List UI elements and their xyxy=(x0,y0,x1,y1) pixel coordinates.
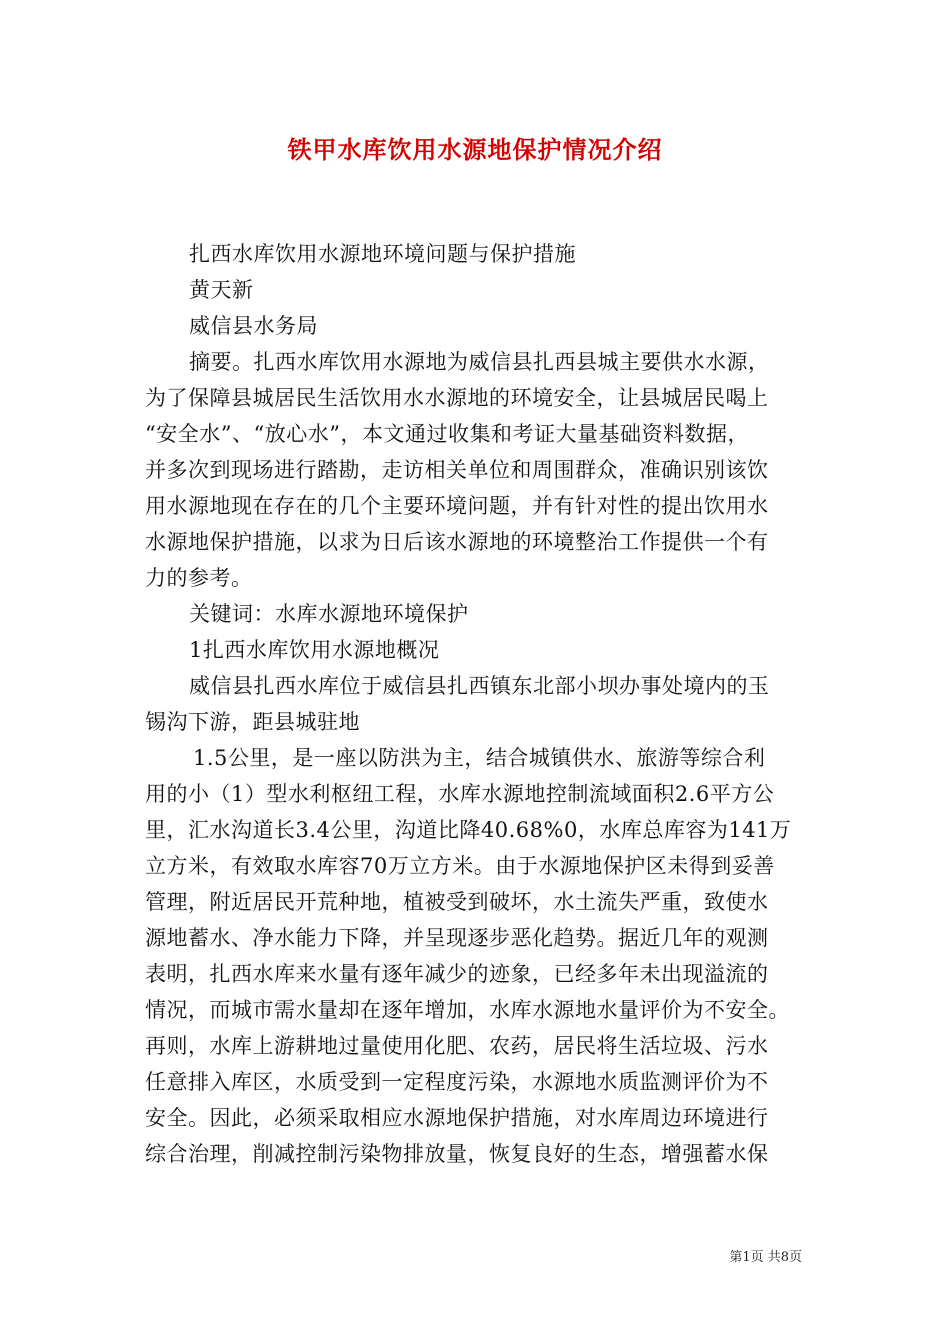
paragraph-line: 源地蓄水、净水能力下降，并呈现逐步恶化趋势。据近几年的观测 xyxy=(145,926,769,950)
paragraph-line: 情况，而城市需水量却在逐年增加，水库水源地水量评价为不安全。 xyxy=(145,998,790,1022)
paragraph-line: 里，汇水沟道长3.4公里，沟道比降40.68%0，水库总库容为141万 xyxy=(145,818,792,842)
abstract-line: 水源地保护措施，以求为日后该水源地的环境整治工作提供一个有 xyxy=(145,530,769,554)
document-title: 铁甲水库饮用水源地保护情况介绍 xyxy=(287,135,663,164)
section-heading: 1扎西水库饮用水源地概况 xyxy=(189,638,440,662)
paragraph-line: 安全。因此，必须采取相应水源地保护措施，对水库周边环境进行 xyxy=(145,1106,769,1130)
paragraph-line: 1.5公里，是一座以防洪为主，结合城镇供水、旅游等综合利 xyxy=(193,746,766,770)
page-number: 第1页 共8页 xyxy=(729,1250,802,1265)
abstract-line: 力的参考。 xyxy=(145,566,253,590)
abstract-line: 摘要。扎西水库饮用水源地为威信县扎西县城主要供水水源， xyxy=(189,350,770,374)
abstract-line: 为了保障县城居民生活饮用水水源地的环境安全，让县城居民喝上 xyxy=(145,386,769,410)
paragraph-line: 用的小（1）型水利枢纽工程，水库水源地控制流域面积2.6平方公 xyxy=(145,782,775,806)
paragraph-line: 扎西水库饮用水源地环境问题与保护措施 xyxy=(189,242,576,266)
document-body xyxy=(145,236,815,1172)
abstract-line: 并多次到现场进行踏勘，走访相关单位和周围群众，准确识别该饮 xyxy=(145,458,769,482)
paragraph-line: 立方米，有效取水库容70万立方米。由于水源地保护区未得到妥善 xyxy=(145,854,775,878)
author-name: 黄天新 xyxy=(189,278,254,302)
paragraph-line: 锡沟下游，距县城驻地 xyxy=(145,710,360,734)
abstract-line: 用水源地现在存在的几个主要环境问题，并有针对性的提出饮用水 xyxy=(145,494,769,518)
author-affiliation: 威信县水务局 xyxy=(189,314,318,338)
paragraph-line: 再则，水库上游耕地过量使用化肥、农药，居民将生活垃圾、污水 xyxy=(145,1034,769,1058)
paragraph-line: 威信县扎西水库位于威信县扎西镇东北部小坝办事处境内的玉 xyxy=(189,674,770,698)
keywords-line: 关键词：水库水源地环境保护 xyxy=(189,602,469,626)
paragraph-line: 综合治理，削减控制污染物排放量，恢复良好的生态，增强蓄水保 xyxy=(145,1142,769,1166)
paragraph-line: 管理，附近居民开荒种地，植被受到破坏，水土流失严重，致使水 xyxy=(145,890,769,914)
paragraph-line: 表明，扎西水库来水量有逐年减少的迹象，已经多年未出现溢流的 xyxy=(145,962,769,986)
abstract-line: “安全水”、“放心水”，本文通过收集和考证大量基础资料数据， xyxy=(145,422,749,446)
paragraph-line: 任意排入库区，水质受到一定程度污染，水源地水质监测评价为不 xyxy=(145,1070,769,1094)
